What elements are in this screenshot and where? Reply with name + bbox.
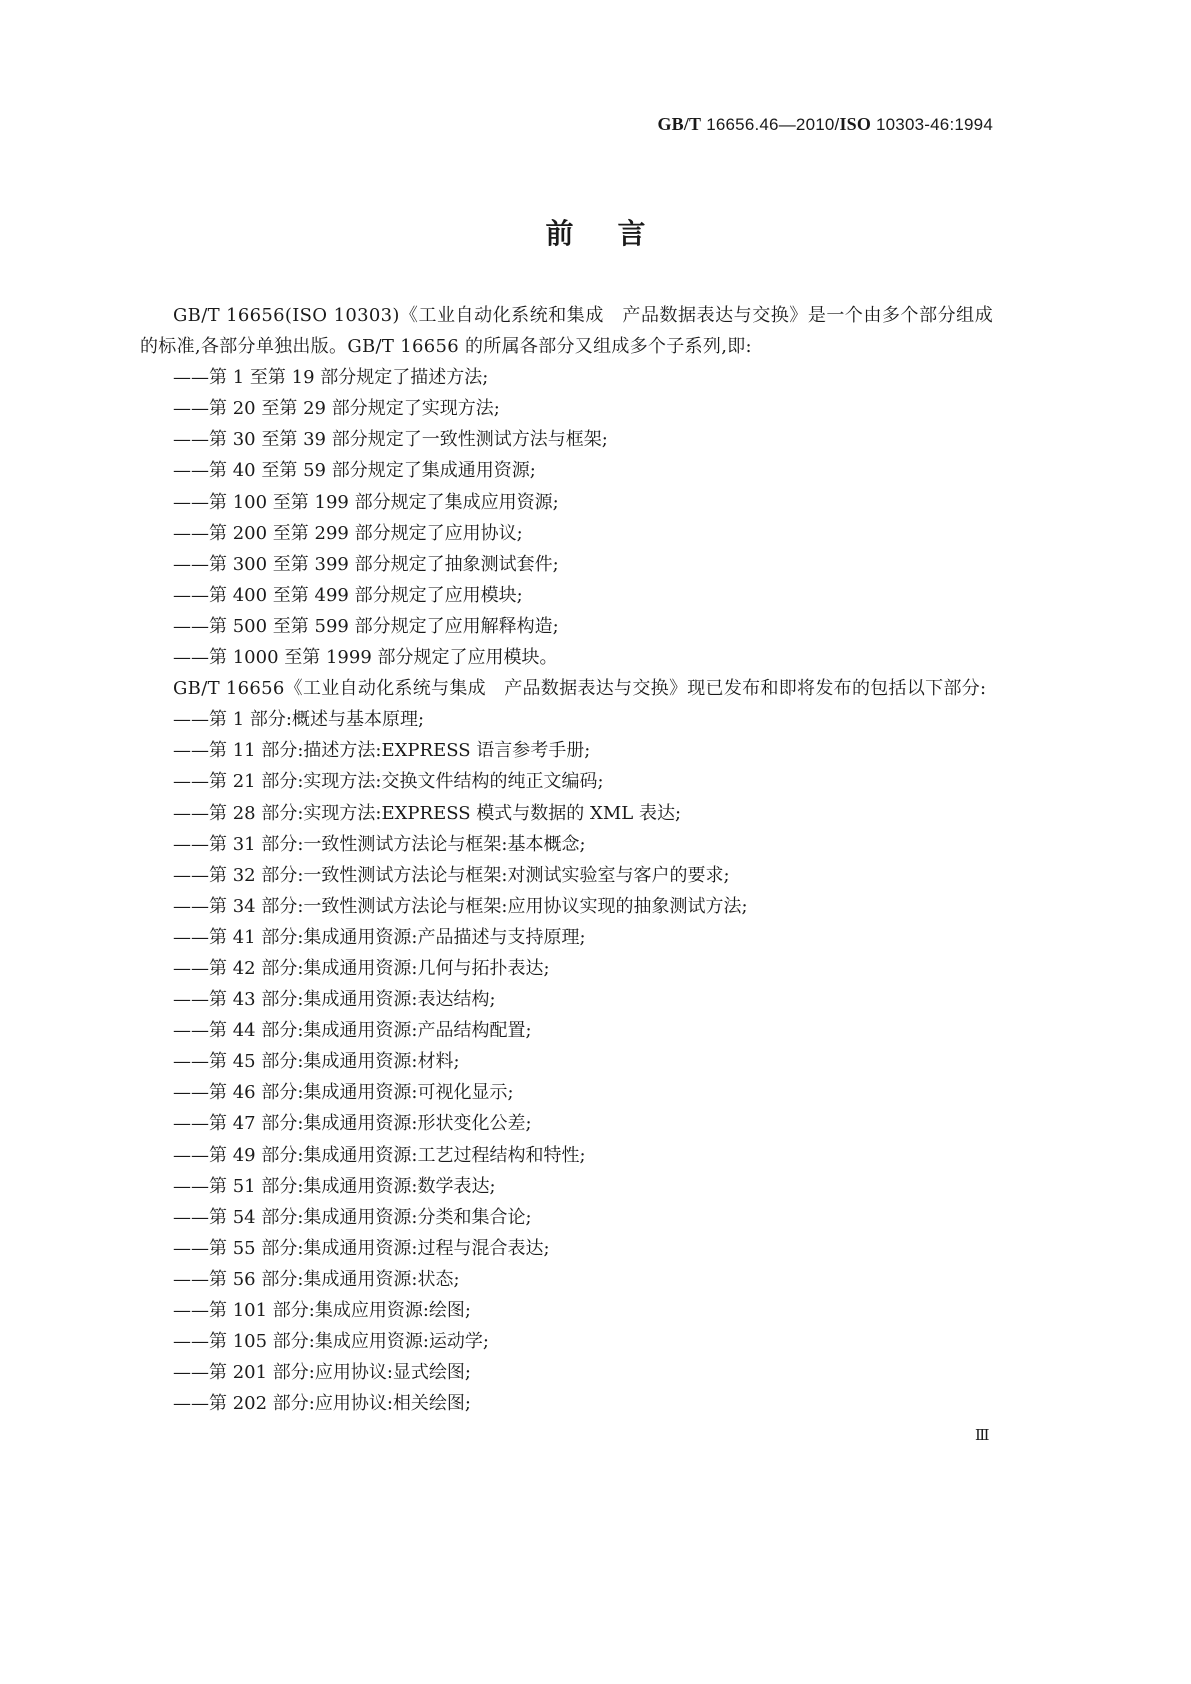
list-item: ——第 31 部分:一致性测试方法论与框架:基本概念; (173, 833, 586, 855)
list-item: ——第 1000 至第 1999 部分规定了应用模块。 (173, 647, 558, 669)
std-code: GB/T (657, 114, 702, 134)
list-item: ——第 41 部分:集成通用资源:产品描述与支持原理; (173, 926, 586, 948)
page-number: Ⅲ (975, 1426, 990, 1444)
list-item: ——第 100 至第 199 部分规定了集成应用资源; (173, 491, 559, 513)
list-item: ——第 34 部分:一致性测试方法论与框架:应用协议实现的抽象测试方法; (173, 895, 748, 917)
list-item: ——第 51 部分:集成通用资源:数学表达; (173, 1175, 496, 1197)
list-item: ——第 200 至第 299 部分规定了应用协议; (173, 522, 523, 544)
list-item: ——第 54 部分:集成通用资源:分类和集合论; (173, 1206, 532, 1228)
list-item: ——第 1 部分:概述与基本原理; (173, 709, 425, 731)
list-item: ——第 101 部分:集成应用资源:绘图; (173, 1300, 471, 1321)
list-item: ——第 32 部分:一致性测试方法论与框架:对测试实验室与客户的要求; (173, 864, 730, 886)
list-item: ——第 201 部分:应用协议:显式绘图; (173, 1362, 471, 1384)
list-item: ——第 11 部分:描述方法:EXPRESS 语言参考手册; (173, 740, 591, 762)
list-item: ——第 21 部分:实现方法:交换文件结构的纯正文编码; (173, 771, 604, 793)
std-number: 16656.46—2010/ (701, 115, 840, 134)
list-item: ——第 44 部分:集成通用资源:产品结构配置; (173, 1020, 532, 1042)
list-item: ——第 55 部分:集成通用资源:过程与混合表达; (173, 1237, 550, 1259)
list-item: ——第 20 至第 29 部分规定了实现方法; (173, 398, 500, 420)
list-item: ——第 30 至第 39 部分规定了一致性测试方法与框架; (173, 429, 608, 451)
list-item: ——第 400 至第 499 部分规定了应用模块; (173, 584, 523, 606)
iso-number: 10303-46:1994 (871, 115, 993, 134)
list-item: ——第 500 至第 599 部分规定了应用解释构造; (173, 615, 559, 637)
document-header (657, 114, 993, 135)
list-item: ——第 105 部分:集成应用资源:运动学; (173, 1331, 489, 1353)
list-item: ——第 42 部分:集成通用资源:几何与拓扑表达; (173, 957, 550, 979)
parts-list (140, 704, 993, 1419)
list-item: ——第 300 至第 399 部分规定了抽象测试套件; (173, 553, 559, 575)
page-title: 前言 (545, 217, 690, 250)
document-body (140, 300, 993, 1419)
list-item: ——第 47 部分:集成通用资源:形状变化公差; (173, 1113, 532, 1135)
list-item: ——第 56 部分:集成通用资源:状态; (173, 1268, 460, 1290)
list-item: ——第 1 至第 19 部分规定了描述方法; (173, 367, 489, 389)
list-item: ——第 43 部分:集成通用资源:表达结构; (173, 989, 496, 1011)
list-item: ——第 40 至第 59 部分规定了集成通用资源; (173, 460, 536, 482)
list-item: ——第 46 部分:集成通用资源:可视化显示; (173, 1082, 514, 1104)
iso-code: ISO (839, 114, 872, 134)
list-item: ——第 49 部分:集成通用资源:工艺过程结构和特性; (173, 1144, 586, 1166)
list-item: ——第 202 部分:应用协议:相关绘图; (173, 1393, 471, 1415)
parts-paragraph: GB/T 16656《工业自动化系统与集成 产品数据表达与交换》现已发布和即将发布的包括以下部分: (173, 678, 987, 700)
list-item: ——第 28 部分:实现方法:EXPRESS 模式与数据的 XML 表达; (173, 802, 682, 824)
intro-paragraph: GB/T 16656(ISO 10303)《工业自动化系统和集成 产品数据表达与交换》是一个由多个部分组成的标准,各部分单独出版。GB/T 16656 的所属各部分又组成多个子系列,即: (140, 305, 993, 358)
list-item: ——第 45 部分:集成通用资源:材料; (173, 1051, 460, 1073)
series-list (140, 362, 993, 673)
